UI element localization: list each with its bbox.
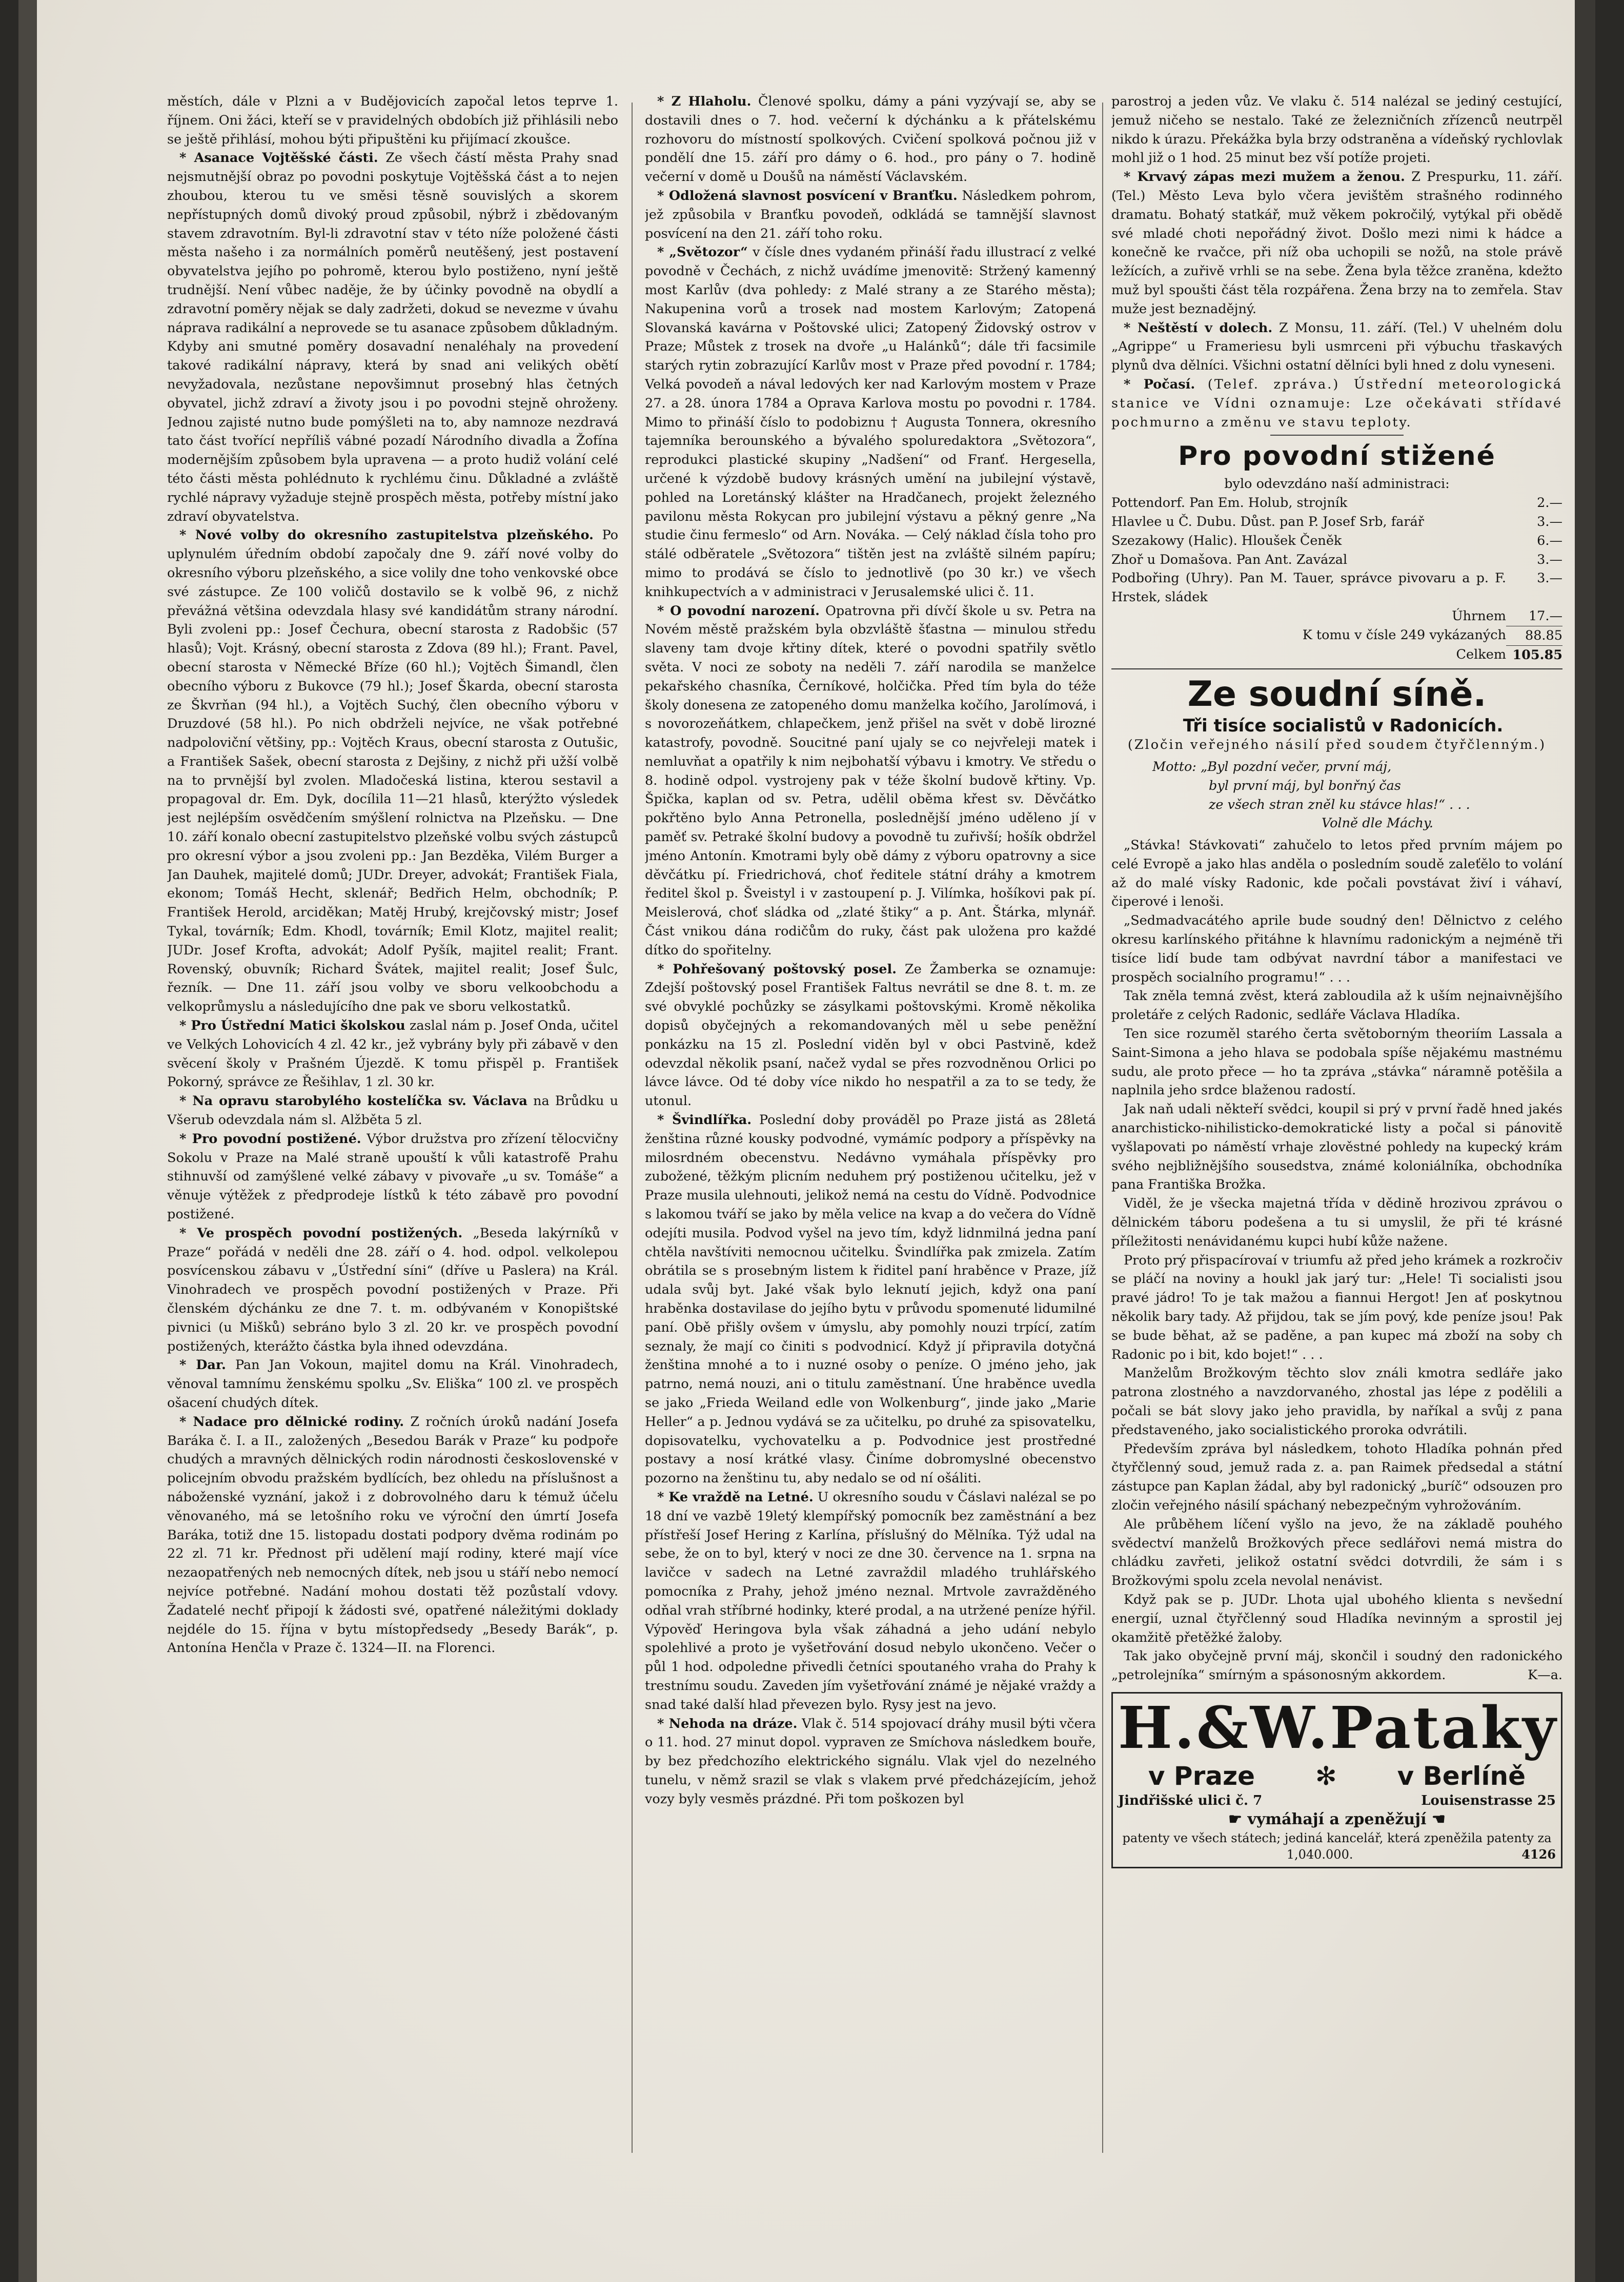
article-heading: * Ke vraždě na Letné. <box>657 1489 814 1505</box>
ad-city-prague: v Praze <box>1148 1761 1255 1791</box>
donor-name: Hlavlee u Č. Dubu. Důst. pan P. Josef Srb, farář <box>1111 514 1424 529</box>
article-hlahol <box>645 92 1096 187</box>
court-paragraph: „Sedmadvacátého aprile bude soudný den! Dělnictvo z celého okresu karlínského přitáhne k hlavnímu radonickým a nejméně tři tisíce lidí bude tam odbývat navrdní tábor a manifestaci ve prospěch socialního programu!“ . . . <box>1111 913 1562 985</box>
article-text: Opatrovna při dívčí škole u sv. Petra na Novém městě pražském byla obzvláště šťastna — minulou středu slaveny tam dvoje křtiny dítek, které o povodni spatřily světlo světa. V noci ze soboty na neděli 7. září narodila se manželce pekařského chasníka, Černíkové, holčička. Před tím byla do téže školy donesena ze zatopeného domu manželka kočího, Jarolímová, i s novorozeňátkem, chlapečkem, jenž přišel na svět v době lirozné katastrofy, povodně. Soucitné paní ujaly se co nejvřeleji matek i nemluvňat a opatřily k nim nejbohatší výbavu i kmotry. Ve středu o 8. hodině odpol. vystrojeny pak v téže školní budově křtiny. Vp. Špička, kaplan od sv. Petra, udělil oběma křest sv. Děvčátko pokřtěno bylo Anna Petronella, poslednější jméno uděleno jí v paměť sv. Petraké školní budovy a povodně tu zuřivší; hošík obdržel jméno Antonín. Kmotrami byly obě dámy z výboru opatrovny a sice děvčátku pí. Friedrichová, choť ředitele státní dráhy a kmotrem ředitel škol p. Šveistyl i v zastoupení p. J. Vilímka, hošíkovi pak pí. Meislerová, choť sládka od „zlaté štiky“ a p. Ant. Štárka, mlynář. Část vnikou dána rodičům do ruky, část pak uložena pro každé dítko do spořitelny. <box>645 603 1096 958</box>
article-heading: * Z Hlaholu. <box>657 94 752 109</box>
article-text: na Brůdku u Všerub odevzdala nám sl. Alžběta 5 zl. <box>167 1093 618 1128</box>
donor-row <box>1111 569 1562 607</box>
donor-name: Pottendorf. Pan Em. Holub, strojník <box>1111 495 1348 511</box>
donor-name: Zhoř u Domašova. Pan Ant. Zavázal <box>1111 552 1348 567</box>
article-heading: * Švindlířka. <box>657 1112 752 1128</box>
article-povodni <box>167 1130 618 1224</box>
ad-address-prague: Jindřišské ulici č. 7 <box>1118 1792 1263 1808</box>
court-section-title: Ze soudní síně. <box>1111 668 1562 715</box>
donor-name: Szezakowy (Halic). Hloušek Čeněk <box>1111 533 1342 548</box>
article-paragraph: parostroj a jeden vůz. Ve vlaku č. 514 nalézal se jediný cestující, jemuž ničeho se nestalo. Také ze železničních zřízenců neutrpěl nikdo k úrazu. Překážka byla brzy odstraněna a vídeňský rychlovlak mohl již o 1 hod. 25 minut bez vší potíže projeti. <box>1111 94 1562 166</box>
column-2 <box>645 92 1096 2163</box>
article-text: Poslední doby prováděl po Praze jistá as 28letá ženština různé kousky podvodné, vymámíc podpory a příspěvky na milosrdném obecenstvu. Nedávno vymáhala příspěvky pro zubožené, těžkým plicním neduhem prý postiženou učitelku, jež v Praze musila ulehnouti, jelikož nemá na cestu do Vídně. Podvodnice s lakomou tváří se jako by měla velice na kvap a do večera do Vídně odejíti musila. Podvod vyšel na jevo tím, když lidnmilná jedna paní chtěla navštíviti nemocnou učitelku. Švindlířka pak zmizela. Zatím obrátila se s prosebným listem k řiditel paní hraběnce v Praze, jíž udala svůj byt. Jaké však bylo leknutí jejich, když ona paní hraběnka dostavilase do jejího bytu v průvodu spomenuté lidumilné paní. Obě přišly ovšem v úmyslu, aby pomohly nouzi trpící, zatím seznaly, že mají co činiti s podvodnicí. Když jí připravila dotyčná ženština mnohé a to i nuzné osoby o peníze. O jméno jeho, jak patrno, nemá nouzi, ani o titulu zaměstnaní. Úne hraběnce uvedla se jako „Frieda Weiland edle von Wolkenburg“, jinde jako „Marie Heller“ a p. Jednou vydává se za učitelku, po druhé za spisovatelku, dopisovatelku, vychovatelku a p. Podvodnice jest prostředné postavy a nosí krátké vlasy. Činíme dobromyslné obecenstvo pozorno na ženštinu tu, aby nedalo se od ní ošáliti. <box>645 1112 1096 1486</box>
article-zapas <box>1111 168 1562 318</box>
star-icon: ✻ <box>1315 1761 1337 1791</box>
article-heading: * Na opravu starobylého kostelíčka sv. Václava <box>179 1093 527 1109</box>
relief-fund-title: Pro povodní stižené <box>1178 441 1496 472</box>
donor-amount: 3.— <box>1537 552 1562 567</box>
ad-patents-text <box>1118 1830 1556 1863</box>
pointing-hand-icon: ☛ <box>1228 1810 1248 1828</box>
pointing-hand-icon: ☚ <box>1426 1810 1446 1828</box>
total-amount: 105.85 <box>1512 647 1562 663</box>
donor-name: Podbořing (Uhry). Pan M. Tauer, správce pivovaru a p. F. Hrstek, sládek <box>1111 570 1506 605</box>
article-text: Následkem pohrom, jež způsobila v Branťku povodeň, odkládá se tamnější slavnost posvícení na den 21. září toho roku. <box>645 188 1096 241</box>
article-heading: * Neštěstí v dolech. <box>1124 320 1273 336</box>
total-label: Celkem <box>1456 647 1506 663</box>
ad-patents-copy: patenty ve všech státech; jediná kancelář, která zpeněžila patenty za 1,040.000. <box>1122 1830 1552 1862</box>
motto <box>1152 758 1562 833</box>
article-doly <box>1111 319 1562 375</box>
author-signature: K—a. <box>1528 1667 1562 1683</box>
article-text: Ze všech částí města Prahy snad nejsmutnější obraz po povodni poskytuje Vojtěšská část a to nejen zhoubou, kterou tu ve směsi těsně souvislých a skorem nepřístupných domů divoký proud způsobil, nýbrž i zbědovaným stavem zdravotním. Byl-li zdravotní stav v této níže položené části města našeho i za normálních poměrů neutěšený, jest postavení obyvatelstva jejího po pohromě, kterou bylo postiženo, nyní ještě trudnější. Není vůbec naděje, že by účinky povodně na obydlí a zdravotní poměry nějak se daly zadržeti, dokud se nevezme v úvahu náprava radikální a neprovede se tu asanace způsobem důkladným. Kdyby ani smutné poměry dosavadní nenaléhaly na provedení takové radikální nápravy, která by snad ani velikých obětí nevyžadovala, nezůstane nepovšimnut prosebný hlas četných obyvatel, jichž zdraví a životy jsou i po povodni stejně ohroženy. Jednou zajisté nutno bude pomýšleti na to, aby namnoze nezdravá tato část tvořící nepříliš vábné pozadí Národního divadla a Žofína modernějším způsobem byla upravena — a proto hudiž volání celé této části města pohlédnuto k rychlému činu. Důkladné a zvláště rychlé nápravy vyžaduje stejně prospěch města, potřeby místní jako zdraví obyvatelstva. <box>167 150 618 524</box>
article-text: Z Prespurku, 11. září. (Tel.) Město Leva bylo včera jevištěm strašného rodinného dramatu. Bohatý statkář, muž věkem pokročilý, vytýkal při obědě své mladé choti nepořádný život. Došlo mezi nimi k hádce a konečně ke rvačce, při níž oba uchopili se nožů, na stole právě ležících, a zuřivě vrhli se na sebe. Žena byla těžce zraněna, kdežto muž byl spoušti část těla rozpářena. Žena brzy na to zemřela. Stav muže jest beznadějný. <box>1111 169 1562 317</box>
article-heading: * Nadace pro dělnické rodiny. <box>179 1414 404 1430</box>
article-narozeni <box>645 602 1096 960</box>
court-paragraph: Proto prý přispacírovaí v triumfu až před jeho krámek a rozkročiv se pláčí na noviny a houkl jak jarý tur: „Hele! Ti socialisti jsou pravé jádro! To je tak mažou a fiannui Hergot! Jen ať poskytnou několik bary tady. Až přijdou, tak se jím pový, kde peníze jsou! Pak se bude běhat, až se paděne, a pan kupec má zboží na soby ch Radonic po i bit, kdo bojet!“ . . . <box>1111 1252 1562 1362</box>
article-text: U okresního soudu v Čáslavi nalézal se po 18 dní ve vazbě 19letý klempířský pomocník bez zaměstnání a bez přístřeší Josef Hering z Karlína, příslušný do Mělníka. Týž udal na sebe, že on to byl, který v noci ze dne 30. července na 1. srpna na lavičce v sadech na Letné zavraždil mladého truhlářského pomocníka z Prahy, jehož jméno neznal. Mrtvole zavražděného odňal vrah stříbrné hodinky, které prodal, a na utržené peníze hýřil. Výpověď Heringova byla však záhadná a jeho udání nebylo spolehlivé a proto je vyšetřování dosud nebylo ukončeno. Večer o půl 1 hod. odpoledne přivedli četníci spoutaného vraha do Prahy k trestnímu soudu. Zaveden jím vyšetřování známé je nějaké vraždy a snad také další hlad převezen bylo. Rysy jest na jevo. <box>645 1489 1096 1713</box>
court-text: Tak jako obyčejně první máj, skončil i soudný den radonického „petrolejníka“ smírným a spásonosným akkordem. <box>1111 1648 1562 1683</box>
article-text: zaslal nám p. Josef Onda, učitel ve Velkých Lohovicích 4 zl. 42 kr., jež vybrány byly při zábavě v den svěcení školy v Prašném Újezdě. K tomu přispěl p. František Pokorný, správce ze Řešihlav, 1 zl. 30 kr. <box>167 1018 618 1090</box>
article-text: Z Monsu, 11. září. (Tel.) V uhelném dolu „Agrippe“ u Frameriesu byli usmrceni při výbuchu třaskavých plynů dva dělníci. Všichni ostatní dělníci byli hned z dolu vyneseni. <box>1111 320 1562 374</box>
article-vrazda <box>645 1488 1096 1715</box>
donor-row <box>1111 494 1562 513</box>
article-heading: * Dar. <box>179 1357 226 1373</box>
motto-label: Motto: <box>1152 759 1196 775</box>
ad-offer-text: vymáhají a zpeněžují <box>1247 1810 1427 1828</box>
court-paragraph: Manželům Brožkovým těchto slov ználi kmotra sedláře jako patrona zlostného a navzdorvaného, zhostal jas lépe z podělili a počali se bát slovy jako jeho pravidla, by naříkal a svůj z pana představeného, jako socialistického proroka odvrátili. <box>1111 1366 1562 1438</box>
article-heading: * Počasí. <box>1124 376 1195 392</box>
previous-row <box>1111 626 1562 645</box>
article-heading: * Nové volby do okresního zastupitelstva plzeňského. <box>179 527 594 543</box>
article-nehoda <box>645 1715 1096 1809</box>
article-heading: * Odložená slavnost posvícení v Branťku. <box>657 188 958 203</box>
article-heading: * Pro povodní postižené. <box>179 1131 361 1147</box>
court-paragraph <box>1111 1647 1562 1685</box>
article-dar <box>167 1356 618 1412</box>
ad-brand-name: H.&W.Pataky <box>1118 1694 1558 1762</box>
court-paragraph: Viděl, že je všecka majetná třída v dědině hrozivou zprávou o dělnickém táboru podešena a tu si umyslil, že při té krásné příležitosti nenávidanému kupci hubí kůže nažene. <box>1111 1196 1562 1249</box>
article-heading: * Pohřešovaný poštovský posel. <box>657 961 897 977</box>
article-nadace <box>167 1413 618 1658</box>
donor-amount: 6.— <box>1537 533 1562 548</box>
page-edge-right <box>1575 0 1595 2282</box>
newspaper-page <box>18 0 1595 2282</box>
subtotal-label: Úhrnem <box>1452 608 1506 624</box>
court-paragraph: Tak zněla temná zvěst, která zabloudila až k uším nejnaivnějšího proletáře z celých Radonic, sedláře Václava Hladíka. <box>1111 988 1562 1023</box>
donor-row <box>1111 513 1562 532</box>
article-branik <box>645 187 1096 243</box>
article-heading: * O povodní narození. <box>657 603 820 619</box>
motto-line: ze všech stran zněl ku stávce hlas!“ . . . <box>1209 797 1470 812</box>
article-paragraph: městích, dále v Plzni a v Budějovicích započal letos teprve 1. říjnem. Oni žáci, kteří se v pravidelných obdobích již přihlásili nebo se ještě přihlásí, mohou býti připuštěni ku přijímací zkoušce. <box>167 94 618 147</box>
court-article-tagline: (Zločin veřejného násilí před soudem čtyřčlenným.) <box>1127 737 1547 753</box>
subtotal-amount: 17.— <box>1506 607 1562 626</box>
donor-amount: 3.— <box>1537 570 1562 586</box>
motto-attribution: Volně dle Máchy. <box>1322 816 1434 831</box>
ad-cities <box>1118 1760 1556 1792</box>
donor-amount: 3.— <box>1537 514 1562 529</box>
total-row <box>1111 645 1562 664</box>
article-text: Po uplynulém úředním období započaly dne 9. září nové volby do okresního výboru plzeňského, a sice volily dne toho venkovské obce své zástupce. Ze 100 voličů dostavilo se k volbě 96, z nichž převážná většina odevzdala hlasy své kandidátům strany národní. Byli zvoleni pp.: Josef Čechura, obecní starosta z Radobšic (57 hlasů); Vojt. Krásný, obecní starosta z Zdova (89 hl.); Frant. Pavel, obecní starosta v Německé Bříze (60 hl.); Vojtěch Šimandl, člen obecního výboru z Bukovce (79 hl.); Josef Škarda, obecní starosta ze Škvrňan (94 hl.), a Vojtěch Suchý, člen obecního výboru v Druzdové (58 hl.). Po nich obdrželi nejvíce, ne však potřebné nadpoloviční většiny, pp.: Vojtěch Kraus, obecní starosta z Outušic, a František Sašek, obecní starosta z Dejšiny, z nichž při užší volbě na to prvnější byl zvolen. Mladočeská listina, kterou sestavil a propagoval dr. Em. Dyk, docílila 11—21 hlasů, kterýžto výsledek jest nejlépším osvědčením smýšlení rolnictva na Plzeňsku. — Dne 10. září konalo obecní zastupitelstvo plzeňské volbu svých zástupců pro okresní výbor a jsou zvoleni pp.: Jan Bezděka, Vilém Burger a Jan Dauhek, majitelé domů; JUDr. Dreyer, advokát; František Fiala, ekonom; Tomáš Hecht, sklenář; Bedřich Helm, obchodník; P. František Herold, arciděkan; Matěj Hrubý, krejčovský mistr; Josef Tykal, továrník; Edm. Khodl, továrník; Emil Klotz, majitel realit; JUDr. Josef Krofta, advokát; Adolf Pyšík, majitel realit; Frant. Rovenský, obuvník; Richard Švátek, majitel realit; Josef Šulc, řezník. — Dne 11. září jsou volby ve sboru velkoobchodu a velkoprůmyslu a následujícího dne pak ve sboru velkostatků. <box>167 527 618 1015</box>
article-text: Ze Žamberka se oznamuje: Zdejší poštovský posel František Faltus nevrátil se dne 8. t. m. ze své obvyklé pochůzky se zásylkami poštovskými. Kromě několika dopisů obyčejných a rekomandovaných měl u sebe peněžní ponkázku na 15 zl. Poslední viděn byl v obci Pastvině, kdež odevzdal několik psaní, načež vydal se přes rozvodněnou Orlici po lávce lávce. Od té doby více nikdo ho nespatřil a za to se tedy, že utonul. <box>645 961 1096 1109</box>
court-paragraph: Jak naň udali někteří svědci, koupil si prý v první řadě hned jakés anarchisticko-nihilisticko-demokratické listy a počal si pánovitě vyšlapovati po náměstí vrhaje zlověstné pohledy na kupecký krám svého nejbližnějšího sousedstva, známé koloniálníka, obchodníka pana Františka Brožka. <box>1111 1102 1562 1193</box>
relief-fund-subtitle: bylo odevzdáno naší administraci: <box>1224 476 1450 492</box>
article-kostelicek <box>167 1092 618 1130</box>
article-heading: * Krvavý zápas mezi mužem a ženou. <box>1124 169 1405 185</box>
article-asanace <box>167 149 618 526</box>
court-paragraph: „Stávka! Stávkovati“ zahučelo to letos před prvním májem po celé Evropě a jako hlas anděla o posledním soudě zaleťělo to volání až do malé vísky Radonic, kde počali povstávat živí i váhaví, čiperové i lenoši. <box>1111 838 1562 910</box>
ad-offer <box>1118 1809 1556 1830</box>
donor-table <box>1111 494 1562 664</box>
ad-addresses <box>1118 1792 1556 1809</box>
previous-amount: 88.85 <box>1506 626 1562 645</box>
subtotal-row <box>1111 607 1562 626</box>
article-svindlirka <box>645 1111 1096 1488</box>
article-heading: * „Světozor“ <box>657 244 748 260</box>
ad-address-berlin: Louisenstrasse 25 <box>1421 1792 1556 1808</box>
article-heading: * Pro Ústřední Matici školskou <box>179 1018 405 1034</box>
court-paragraph: Především zpráva byl následkem, tohoto Hladíka pohnán před čtyřčlenný soud, jemuž rada z. a. pan Raimek předsedal a státní zástupce pan Kaplan žádal, aby byl radonický „buríč“ odsouzen pro zločin veřejného násilí spáchaný nebezpečným vyhrožováním. <box>1111 1441 1562 1513</box>
article-text: Členové spolku, dámy a páni vyzývají se, aby se dostavili dnes o 7. hod. večerní k dýchánku a k přátelskému rozhovoru do místností spolkových. Cvičení spolková počnou již v pondělí dne 15. září pro dámy o 6. hod., pro pány o 7. hodině večerní v domě u Doušů na náměstí Václavském. <box>645 94 1096 185</box>
article-text: „Beseda lakýrníků v Praze“ pořádá v neděli dne 28. září o 4. hod. odpol. velkolepou posvícenskou zábavu v „Ústřední síni“ (dříve u Paslera) na Král. Vinohradech ve prospěch povodní postižených v Praze. Při členském dýchánku ze dne 7. t. m. odbývaném v Konopištské pivnici (u Mišků) sebráno bylo 3 zl. 20 kr. ve prospěch povodní postižených, kterážto částka byla ihned odevzdána. <box>167 1225 618 1354</box>
motto-line: „Byl pozdní večer, první máj, <box>1201 759 1392 775</box>
donor-row <box>1111 532 1562 551</box>
article-volby <box>167 526 618 1016</box>
court-article-title: Tři tisíce socialistů v Radonicích. <box>1183 716 1504 737</box>
article-heading: * Ve prospěch povodní postižených. <box>179 1225 463 1241</box>
column-1 <box>167 92 618 2163</box>
article-svetozor <box>645 243 1096 601</box>
article-text: v čísle dnes vydaném přináší řadu illustrací z velké povodně v Čechách, z nichž uvádíme jmenovitě: Stržený kamenný most Karlův (dva pohledy: z Malé strany a ze Starého města); Nakupenina vorů a trosek nad mostem Karlovým; Zatopená Slovanská kavárna v Poštovské ulici; Zatopený Židovský ostrov v Praze; Můstek z trosek na dvoře „u Halánků“; dále tři facsimile starých rytin zobrazující Karlův most v Praze před povodní r. 1784; Velká povodeň a nával ledových ker nad Karlovým mostem v Praze 27. a 28. února 1784 a Oprava Karlova mostu po povodni r. 1784. Mimo to přináší číslo to podobiznu † Augusta Tonnera, okresního tajemníka berounského a bývalého spoluredaktora „Světozora“, reprodukci plastické skupiny „Nadšení“ od Franť. Hergesella, určené k výzdobě budovy krásných umění na jubilejní výstavě, pohled na Loretánský klášter na Hradčanech, projekt železného pavilonu města Rokycan pro jubilejní výstavu a pěkný genre „Na studie činu fermeslo“ od Arn. Nováka. — Celý náklad čísla toho pro stálé odběratele „Světozora“ tištěn jest na zvláště silném papíru; mimo to prodává se číslo to jednotlivě (po 30 kr.) ve všech knihkupectvích a v administraci v Jerusalemské ulici č. 11. <box>645 244 1096 600</box>
article-pocasi <box>1111 375 1562 432</box>
article-text: Výbor družstva pro zřízení tělocvičny Sokolu v Praze na Malé straně upouští k vůli katastrofě Prahu stihnuvší od zamýšlené velké zábavy v pivovaře „u sv. Tomáše“ a věnuje výtěžek z předprodeje lístků k této zábavě pro povodní postižené. <box>167 1131 618 1222</box>
column-3 <box>1111 92 1562 2163</box>
court-paragraph: Ale průběhem líčení vyšlo na jevo, že na základě pouhého svědectví manželů Brožkových přece sedlářovi nemá mistra do chládku zavřeti, jelikož ostatní svědci dotvrdili, že sám i s Brožkovými spolu zcela nevolal nenávist. <box>1111 1516 1562 1589</box>
section-divider <box>1270 435 1404 436</box>
court-paragraph: Když pak se p. JUDr. Lhota ujal ubohého klienta s nevšední energií, uznal čtyřčlenný soud Hladíka nevinným a sprostil jej okamžitě přetěžké žaloby. <box>1111 1592 1562 1645</box>
donor-row <box>1111 551 1562 569</box>
article-posel <box>645 960 1096 1111</box>
article-text: Pan Jan Vokoun, majitel domu na Král. Vinohradech, věnoval tamnímu ženskému spolku „Sv. Eliška“ 100 zl. ve prospěch ošacení chudých dítek. <box>167 1357 618 1411</box>
article-text: (Telef. zpráva.) Ústřední meteorologická stanice ve Vídni oznamuje: Lze očekávati střídavé pochmurno a změnu ve stavu teploty. <box>1111 376 1562 430</box>
column-rule <box>632 103 633 2153</box>
ad-reference-number: 4126 <box>1521 1846 1556 1862</box>
pataky-advertisement <box>1111 1692 1562 1868</box>
previous-label: K tomu v čísle 249 vykázaných <box>1302 627 1506 643</box>
article-text: Z ročních úroků nadání Josefa Baráka č. I. a II., založených „Besedou Barák v Praze“ ku podpoře chudých a mravných dělnických rodin národnosti československé v policejním obvodu pražském bydlících, bez ohledu na příslušnost a náboženské vyznání, jakož i z dobrovolného daru k témuž účelu věnovaného, má se letošního roku ve výroční den úmrtí Josefa Baráka, totiž dne 15. listopadu dostati podpory dvěma rodinám po 22 zl. 71 kr. Přednost při udělení mají rodiny, které mají více nezaopatřených neb nemocných dítek, neb jsou u stáří nebo nemocí nejvíce potřebné. Nadání mohou dostati těž pozůstalí vdovy. Žadatelé nechť připojí k žádosti své, opatřené náležitými doklady nejdéle do 15. října v bytu místopředsedy „Besedy Barák“, p. Antonína Henčla v Praze č. 1324—II. na Florenci. <box>167 1414 618 1656</box>
donor-amount: 2.— <box>1537 495 1562 511</box>
column-rule <box>1102 103 1103 2153</box>
article-matice <box>167 1016 618 1092</box>
article-text: Vlak č. 514 spojovací dráhy musil býti včera o 11. hod. 27 minut dopol. vypraven ze Smíchova následkem bouře, by bez předchozího elektrického signálu. Vlak vjel do nezelného tunelu, v němž srazil se vlak s vlakem prvé předcházejícím, jehož vozy byly vesměs prázdné. Při tom poškozen byl <box>645 1716 1096 1807</box>
court-paragraph: Ten sice rozuměl starého čerta světoborným theoriím Lassala a Saint-Simona a jeho hlava se podobala spíše nějakému mastnému sudu, ale proto přece — ho ta zpráva „stávka“ náramně potěšila a naplnila jeho srdce blaženou radostí. <box>1111 1026 1562 1098</box>
article-prospech <box>167 1224 618 1356</box>
page-edge-left <box>18 0 37 2282</box>
article-heading: * Asanace Vojtěšské části. <box>179 150 378 166</box>
motto-line: byl první máj, byl bonřný čas <box>1209 778 1401 793</box>
article-heading: * Nehoda na dráze. <box>657 1716 798 1731</box>
ad-city-berlin: v Berlíně <box>1397 1761 1526 1791</box>
